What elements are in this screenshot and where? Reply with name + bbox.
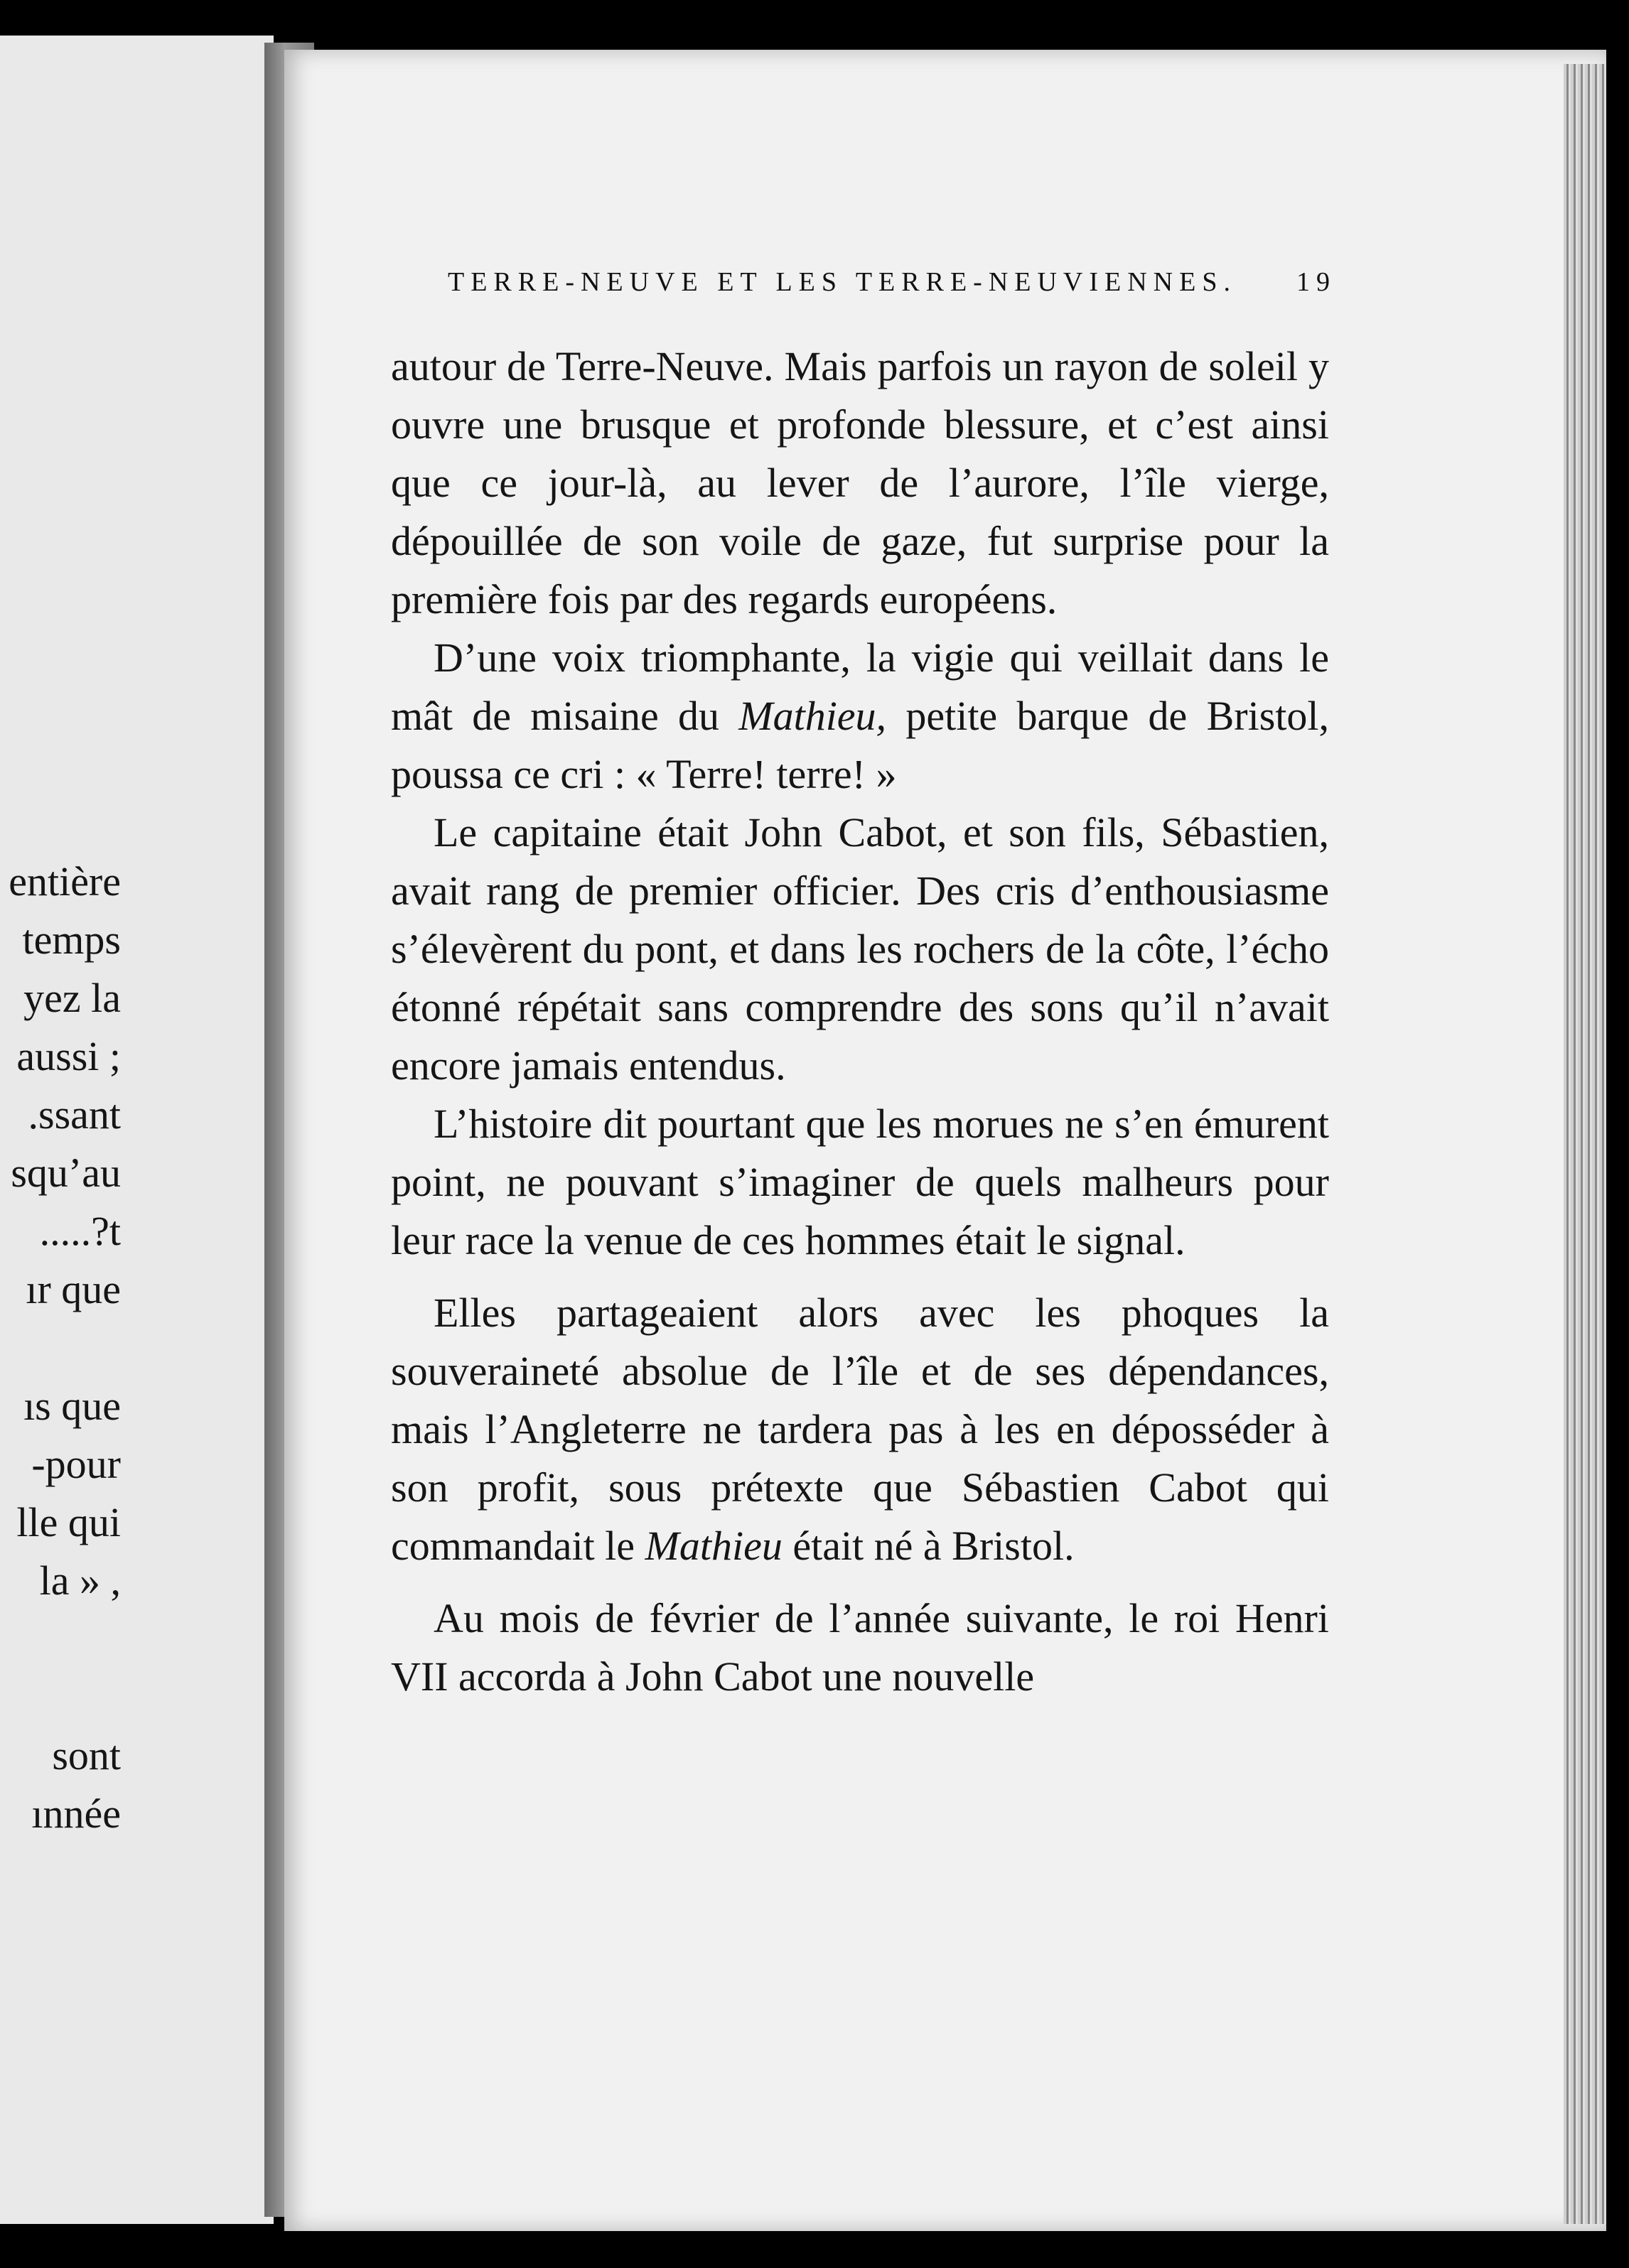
ship-name: Mathieu, [738, 693, 887, 739]
body-text [391, 338, 1329, 1706]
left-line: temps [22, 917, 121, 963]
paragraph: autour de Terre-Neuve. Mais parfois un rayon de soleil y ouvre une brusque et profonde blessure, et c’est ainsi que ce jour-là, au lever de l’aurore, l’île vierge, dépouillée de son voile de gaze, fut surprise pour la première fois par des regards européens. [391, 343, 1329, 622]
left-line: yez la [23, 975, 121, 1021]
left-line: ınnée [31, 1791, 121, 1837]
paragraph-text: Elles partageaient alors avec les phoques la souveraineté absolue de l’île et de ses dépendances, mais l’Angleterre ne tardera pas à les en déposséder à son profit, sous prétexte que Sébastien Cabot qui commandait le [391, 1290, 1329, 1569]
left-line: t?..... [39, 1208, 121, 1254]
left-line: pour- [31, 1441, 121, 1487]
running-head [448, 266, 1336, 298]
paragraph-text: était né à Bristol. [782, 1523, 1075, 1569]
ship-name: Mathieu [645, 1523, 783, 1569]
paragraph-text: petite barque de Bristol, poussa ce cri : « Terre! terre! » [391, 693, 1329, 797]
left-blank-line [0, 1319, 121, 1377]
paragraph [391, 629, 1329, 804]
left-line: , « la [39, 1557, 121, 1604]
left-line: ıs que [23, 1383, 121, 1429]
left-line: lle qui [16, 1499, 121, 1545]
running-head-title: TERRE-NEUVE ET LES TERRE-NEUVIENNES. [448, 267, 1237, 297]
paragraph: Le capitaine était John Cabot, et son fils, Sébastien, avait rang de premier officier. Des cris d’enthousiasme s’élevèrent du pont, et dans les rochers de la côte, l’écho étonné répétait sans comprendre des sons qu’il n’avait encore jamais entendus. [391, 809, 1329, 1089]
page-edges [1564, 64, 1606, 2224]
paragraph: Au mois de février de l’année suivante, le roi Henri VII accorda à John Cabot une nouvelle [391, 1595, 1329, 1700]
left-line: ; aussi [16, 1033, 121, 1079]
left-line: ır que [26, 1266, 121, 1312]
left-blank-line [0, 1610, 121, 1668]
left-line: ssant. [28, 1091, 121, 1138]
paragraph: L’histoire dit pourtant que les morues ne s’en émurent point, ne pouvant s’imaginer de quels malheurs pour leur race la venue de ces hommes était le signal. [391, 1101, 1329, 1263]
left-line: sont [52, 1732, 121, 1778]
paragraph-text: D’une voix triomphante, la vigie qui veillait dans le mât de misaine du [391, 634, 1329, 739]
left-line: squ’au [11, 1150, 121, 1196]
page-number: 19 [1296, 267, 1336, 297]
left-line: entière [9, 858, 121, 904]
paragraph [391, 1284, 1329, 1575]
left-blank-line [0, 1668, 121, 1727]
left-page-text [0, 853, 121, 1843]
